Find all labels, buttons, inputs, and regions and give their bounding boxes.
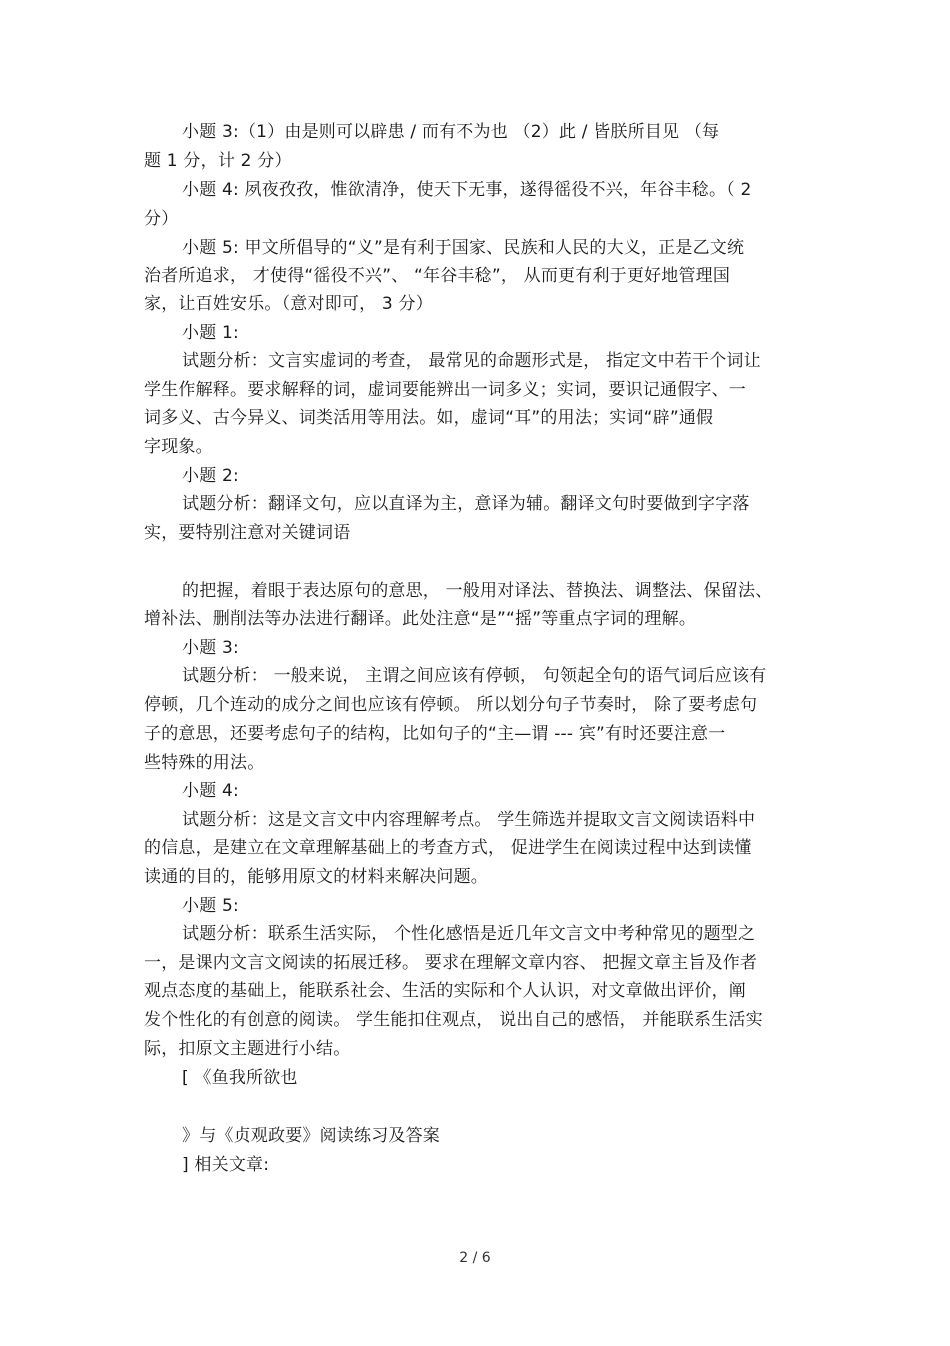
analysis-1-line-4: 字现象。 — [144, 437, 213, 457]
answer-5-line-1: 小题 5: 甲文所倡导的“义”是有利于国家、民族和人民的大义，正是乙文统 — [182, 238, 745, 258]
analysis-2-heading: 小题 2: — [182, 466, 239, 486]
analysis-5-line-5: 际，扣原文主题进行小结。 — [144, 1039, 351, 1059]
analysis-5-line-1: 试题分析：联系生活实际， 个性化感悟是近几年文言文中考种常见的题型之 — [182, 924, 756, 944]
analysis-2-line-2: 实，要特别注意对关键词语 — [144, 523, 351, 543]
answer-3-line-1: 小题 3:（1）由是则可以辟患 / 而有不为也 （2）此 / 皆朕所目见 （每 — [182, 122, 720, 142]
analysis-4-heading: 小题 4: — [182, 781, 239, 801]
related-articles-label: ] 相关文章: — [182, 1155, 270, 1175]
analysis-4-line-2: 的信息，是建立在文章理解基础上的考查方式， 促进学生在阅读过程中达到读懂 — [144, 838, 752, 858]
analysis-3-line-1: 试题分析： 一般来说， 主谓之间应该有停顿， 句领起全句的语气词后应该有 — [182, 666, 767, 686]
answer-4-line-2: 分） — [144, 209, 179, 229]
analysis-5-line-3: 观点态度的基础上，能联系社会、生活的实际和个人认识，对文章做出评价，阐 — [144, 981, 746, 1001]
answer-4-line-1: 小题 4: 夙夜孜孜，惟欲清净，使天下无事，遂得徭役不兴，年谷丰稔。（ 2 — [182, 180, 752, 200]
analysis-2-line-4: 增补法、删削法等办法进行翻译。此处注意“是”“摇”等重点字词的理解。 — [144, 609, 697, 629]
analysis-4-line-3: 读通的目的，能够用原文的材料来解决问题。 — [144, 867, 488, 887]
analysis-3-line-4: 些特殊的用法。 — [144, 753, 265, 773]
analysis-1-line-3: 词多义、古今异义、词类活用等用法。如，虚词“耳”的用法；实词“辟”通假 — [144, 408, 714, 428]
analysis-3-line-2: 停顿，几个连动的成分之间也应该有停顿。 所以划分句子节奏时， 除了要考虑句 — [144, 695, 758, 715]
related-title-part-2: 》与《贞观政要》阅读练习及答案 — [182, 1126, 440, 1146]
analysis-2-line-3: 的把握，着眼于表达原句的意思， 一般用对译法、替换法、调整法、保留法、 — [182, 581, 773, 601]
answer-5-line-3: 家，让百姓安乐。（意对即可， 3 分） — [144, 294, 433, 314]
analysis-5-line-2: 一，是课内文言文阅读的拓展迁移。 要求在理解文章内容、 把握文章主旨及作者 — [144, 953, 758, 973]
analysis-1-line-1: 试题分析：文言实虚词的考查， 最常见的命题形式是， 指定文中若干个词让 — [182, 351, 761, 371]
analysis-5-line-4: 发个性化的有创意的阅读。 学生能扣住观点， 说出自己的感悟， 并能联系生活实 — [144, 1010, 763, 1030]
analysis-4-line-1: 试题分析：这是文言文中内容理解考点。 学生筛选并提取文言文阅读语料中 — [182, 810, 756, 830]
analysis-3-line-3: 子的意思，还要考虑句子的结构，比如句子的“主—谓 --- 宾”有时还要注意一 — [144, 724, 726, 744]
related-title-part-1: [ 《鱼我所欲也 — [182, 1068, 298, 1088]
analysis-1-line-2: 学生作解释。要求解释的词，虚词要能辨出一词多义；实词，要识记通假字、一 — [144, 380, 746, 400]
answer-3-line-2: 题 1 分，计 2 分） — [144, 151, 292, 171]
analysis-1-heading: 小题 1: — [182, 323, 239, 343]
analysis-2-line-1: 试题分析：翻译文句，应以直译为主，意译为辅。翻译文句时要做到字字落 — [182, 494, 750, 514]
analysis-3-heading: 小题 3: — [182, 638, 239, 658]
answer-5-line-2: 治者所追求， 才使得“徭役不兴”、 “年谷丰稔”， 从而更有利于更好地管理国 — [144, 266, 731, 286]
analysis-5-heading: 小题 5: — [182, 896, 239, 916]
page-number: 2 / 6 — [459, 1250, 491, 1266]
